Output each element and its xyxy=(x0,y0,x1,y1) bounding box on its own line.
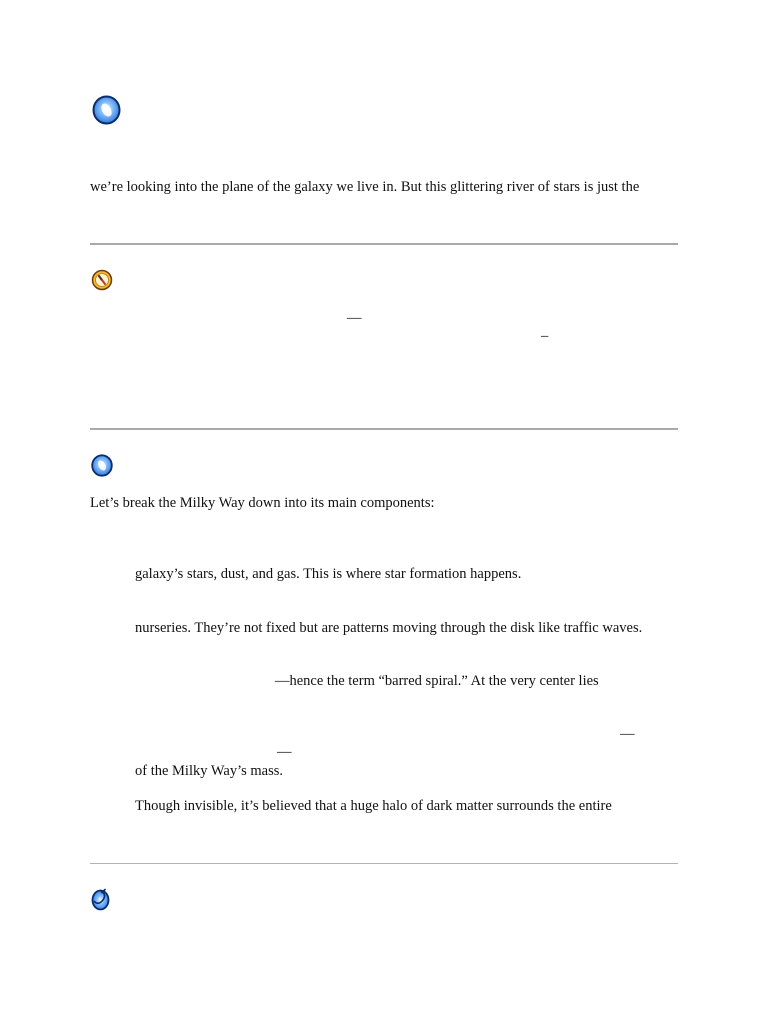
em-dash-mark: — xyxy=(277,744,292,760)
galaxy-icon xyxy=(92,95,121,125)
em-dash-mark: — xyxy=(620,726,635,742)
list-item-spiral-arms: nurseries. They’re not fixed but are patterns moving through the disk like traffic waves. xyxy=(135,620,643,636)
section-divider xyxy=(90,243,678,245)
list-item-dark-matter: Though invisible, it’s believed that a huge halo of dark matter surrounds the entire xyxy=(135,798,612,814)
galaxy-icon xyxy=(91,454,113,477)
list-item-disk: galaxy’s stars, dust, and gas. This is where star formation happens. xyxy=(135,566,522,582)
em-dash-mark: — xyxy=(347,310,362,326)
compass-icon xyxy=(91,269,113,291)
list-item-bar: —hence the term “barred spiral.” At the very center lies xyxy=(275,673,599,689)
intro-paragraph: we’re looking into the plane of the galaxy we live in. But this glittering river of stars is just the xyxy=(90,179,640,195)
spiral-galaxy-icon xyxy=(91,888,110,911)
section-divider xyxy=(90,428,678,430)
section-divider xyxy=(90,863,678,864)
components-intro: Let’s break the Milky Way down into its main components: xyxy=(90,495,435,511)
en-dash-mark: – xyxy=(541,328,549,344)
list-item-mass: of the Milky Way’s mass. xyxy=(135,763,283,779)
